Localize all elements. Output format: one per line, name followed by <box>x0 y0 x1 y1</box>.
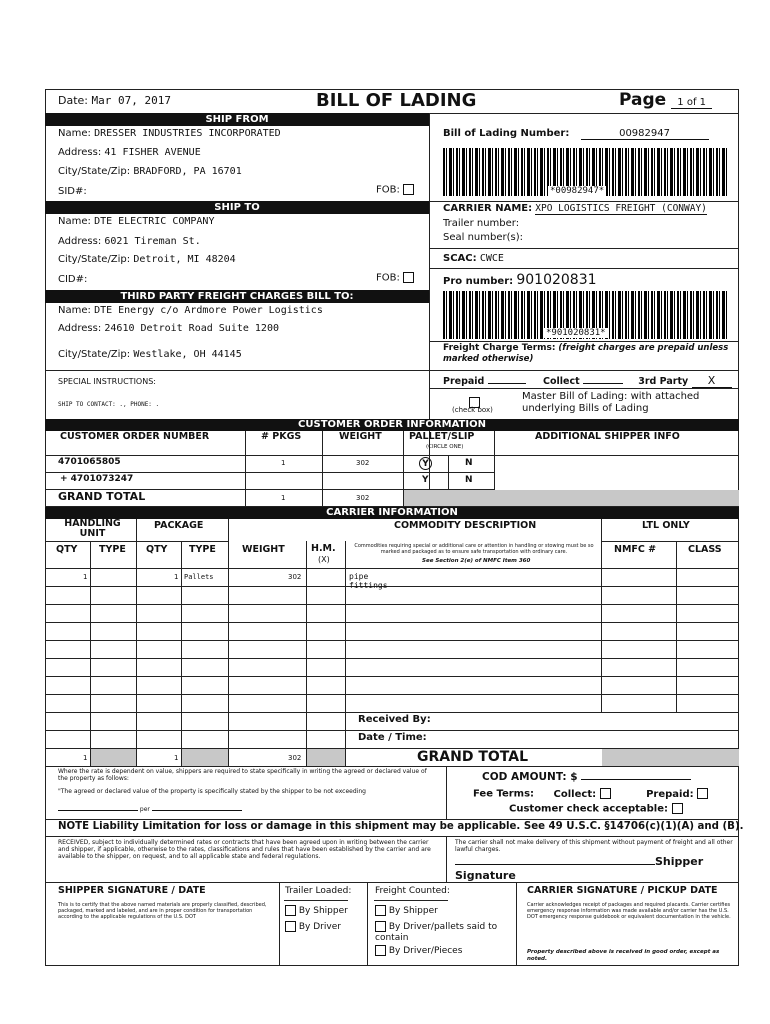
order-grand-total-pkgs: 1 <box>281 494 286 502</box>
fc-by-shipper <box>375 905 438 916</box>
page-label: Page <box>619 90 667 110</box>
commodity-note-2: See Section 2(e) of NMFC Item 360 <box>422 558 531 564</box>
ship-to-heading: SHIP TO <box>45 201 429 214</box>
ship-from-address-value: 41 FISHER AVENUE <box>104 147 201 158</box>
collect-field[interactable] <box>583 383 623 384</box>
trailer-by-shipper-label: By Shipper <box>298 906 348 916</box>
col-weight: WEIGHT <box>339 431 382 442</box>
trailer-number-label: Trailer number: <box>443 218 520 229</box>
grand-shade-pkg-type <box>182 749 228 766</box>
col-pkgs: # PKGS <box>261 431 302 442</box>
ship-to-name-label: Name: <box>58 216 91 227</box>
order-grand-total-weight: 302 <box>356 494 370 502</box>
ship-to-csz <box>58 254 236 265</box>
carrier-name-label: CARRIER NAME: <box>443 203 533 214</box>
trailer-by-driver <box>285 921 341 932</box>
fee-collect-checkbox[interactable] <box>600 788 611 799</box>
fee-prepaid-checkbox[interactable] <box>697 788 708 799</box>
ship-from-heading: SHIP FROM <box>45 113 429 126</box>
hdr-ltl-only: LTL ONLY <box>642 520 690 531</box>
date-time-label: Date / Time: <box>358 732 427 743</box>
fc-by-driver-pieces <box>375 945 462 956</box>
shipper-certify-text: This is to certify that the above named materials are properly classified, described, packaged, marked and labeled, and are in proper condition for transportation according to the applicable regulations of the U.S. DOT <box>58 902 267 920</box>
col-pallet-slip: PALLET/SLIP <box>409 431 475 442</box>
fc-by-driver-pallets <box>375 921 510 944</box>
declared-value-line <box>58 806 242 813</box>
shipper-label: Shipper <box>655 855 704 868</box>
carrier-total-weight: 302 <box>288 754 302 762</box>
third-party-name-label: Name: <box>58 305 91 316</box>
page-title: BILL OF LADING <box>316 90 477 111</box>
customer-order-heading: CUSTOMER ORDER INFORMATION <box>45 419 739 431</box>
ship-to-fob-label: FOB: <box>376 272 400 284</box>
check-box-label: (check box) <box>452 406 493 414</box>
hdr-commodity: COMMODITY DESCRIPTION <box>394 520 537 531</box>
third-party-address-value: 24610 Detroit Road Suite 1200 <box>104 323 279 334</box>
freight-counted-label: Freight Counted: <box>375 886 450 896</box>
order-pallet-y[interactable]: Y <box>422 475 429 485</box>
third-party-csz <box>58 349 242 360</box>
shipper-signature-line <box>455 855 703 868</box>
ship-to-address-value: 6021 Tireman St. <box>104 236 201 247</box>
customer-check-checkbox[interactable] <box>672 803 683 814</box>
hdr-nmfc: NMFC # <box>614 544 657 555</box>
ship-to-name <box>58 216 214 227</box>
page-indicator <box>619 90 712 110</box>
ship-from-fob-label: FOB: <box>376 184 400 196</box>
bol-barcode-text: *00982947* <box>550 186 605 196</box>
property-received-text: Property described above is received in good order, except as noted. <box>527 949 720 962</box>
fc-by-driver-pieces-label: By Driver/Pieces <box>388 946 463 956</box>
carrier-grand-total-label: GRAND TOTAL <box>417 749 528 765</box>
grand-shade-ltl <box>602 749 739 766</box>
carrier-info-heading: CARRIER INFORMATION <box>45 507 739 519</box>
hdr-pkg-type: TYPE <box>189 544 216 555</box>
pro-barcode-text: *901020831* <box>546 328 606 338</box>
shipper-signature-field[interactable] <box>455 864 655 865</box>
carrier-total-hu-qty: 1 <box>83 754 88 762</box>
grand-shade-hu-type <box>91 749 136 766</box>
fee-collect-label: Collect: <box>553 788 597 800</box>
carrier-total-pkg-qty: 1 <box>174 754 179 762</box>
bol-number <box>443 128 709 140</box>
ship-from-sid-label: SID#: <box>58 186 87 197</box>
freight-terms-note: (freight charges are prepaid unless marked otherwise) <box>443 343 729 364</box>
received-by-label: Received By: <box>358 714 431 725</box>
third-party-terms-value[interactable]: X <box>692 374 732 388</box>
order-pallet-n[interactable]: N <box>465 458 473 468</box>
hdr-hm: H.M. <box>311 543 336 554</box>
ship-from-name-value: DRESSER INDUSTRIES INCORPORATED <box>94 128 281 139</box>
ship-from-address-label: Address: <box>58 147 102 158</box>
hdr-hu-type: TYPE <box>99 544 126 555</box>
trailer-loaded-label: Trailer Loaded: <box>285 886 352 896</box>
col-circle-one: (CIRCLE ONE) <box>426 444 464 450</box>
third-party-name <box>58 305 323 316</box>
hdr-handling-unit: HANDLING UNIT <box>64 518 121 539</box>
scac-label: SCAC: <box>443 253 477 264</box>
grand-total-shade <box>404 490 739 506</box>
scac <box>443 253 504 264</box>
rate-note: Where the rate is dependent on value, shippers are required to state specifically in writing the agreed or declared value of the property as follows: <box>58 768 427 782</box>
hdr-weight: WEIGHT <box>242 544 285 555</box>
declared-per-label: per <box>139 806 150 813</box>
received-text: RECEIVED, subject to individually determined rates or contracts that have been agreed upon in writing between the carrier and shipper, if applicable, otherwise to the rates, classifications and rules that have been established by the carrier and are available to the shipper, on request, and to all applicable state and federal regulations. <box>58 839 431 860</box>
declared-per-field[interactable] <box>152 810 242 811</box>
hdr-pkg-qty: QTY <box>146 544 168 555</box>
pro-number-label: Pro number: <box>443 276 514 287</box>
declared-value-field[interactable] <box>58 810 138 811</box>
freight-terms-label: Freight Charge Terms: <box>443 343 556 353</box>
liability-note: NOTE Liability Limitation for loss or damage in this shipment may be applicable. See 49 U.S.C. §14706(c)(1)(A) and (B). <box>58 821 744 832</box>
carrier-name <box>443 203 707 214</box>
bol-number-label: Bill of Lading Number: <box>443 128 570 139</box>
page-value: 1 of 1 <box>671 97 712 109</box>
pro-number <box>443 272 597 288</box>
col-customer-order-number: CUSTOMER ORDER NUMBER <box>60 431 210 442</box>
fc-by-driver-pallets-label: By Driver/pallets said to contain <box>375 922 498 943</box>
third-party-name-value: DTE Energy c/o Ardmore Power Logistics <box>94 305 323 316</box>
carrier-description: pipe fittings <box>349 572 388 590</box>
carrier-name-value: XPO LOGISTICS FREIGHT (CONWAY) <box>535 203 707 214</box>
seal-number-label: Seal number(s): <box>443 232 523 243</box>
ship-from-name <box>58 128 281 139</box>
ship-to-csz-value: Detroit, MI 48204 <box>133 254 236 265</box>
master-bol-label: Master Bill of Lading: with attached underlying Bills of Lading <box>522 391 700 414</box>
order-grand-total-label: GRAND TOTAL <box>58 490 146 503</box>
cod-amount-field[interactable] <box>581 779 691 780</box>
ship-from-csz-label: City/State/Zip: <box>58 166 131 177</box>
ship-from-name-label: Name: <box>58 128 91 139</box>
trailer-by-driver-label: By Driver <box>298 922 341 932</box>
shipper-signature-heading: SHIPPER SIGNATURE / DATE <box>58 885 206 896</box>
carrier-hu-qty: 1 <box>83 573 88 581</box>
cod-amount <box>482 771 691 783</box>
third-party-csz-value: Westlake, OH 44145 <box>133 349 242 360</box>
third-party-csz-label: City/State/Zip: <box>58 349 131 360</box>
special-instructions-label: SPECIAL INSTRUCTIONS: <box>58 377 156 386</box>
customer-check <box>509 803 683 815</box>
bol-number-value: 00982947 <box>581 128 709 140</box>
hdr-class: CLASS <box>688 544 722 555</box>
date <box>58 94 171 107</box>
ship-from-csz <box>58 166 242 177</box>
collect-label: Collect <box>542 376 580 387</box>
cod-amount-label: COD AMOUNT: $ <box>482 771 578 783</box>
carrier-weight: 302 <box>288 573 302 581</box>
hdr-package: PACKAGE <box>154 520 204 531</box>
pro-number-value: 901020831 <box>516 272 597 288</box>
ship-from-address <box>58 147 201 158</box>
fc-by-shipper-checkbox[interactable] <box>375 905 386 916</box>
order-pallet-y[interactable]: Y <box>419 457 432 470</box>
ship-to-name-value: DTE ELECTRIC COMPANY <box>94 216 215 227</box>
order-number: + 4701073247 <box>60 474 134 484</box>
third-party-address <box>58 323 279 334</box>
fee-terms <box>473 788 708 800</box>
trailer-by-shipper-checkbox[interactable] <box>285 905 296 916</box>
fee-terms-label: Fee Terms: <box>473 788 535 800</box>
fee-prepaid-label: Prepaid: <box>646 788 694 800</box>
order-pallet-n[interactable]: N <box>465 475 473 485</box>
customer-check-label: Customer check acceptable: <box>509 803 669 815</box>
ship-from-csz-value: BRADFORD, PA 16701 <box>133 166 242 177</box>
scac-value: CWCE <box>479 253 504 264</box>
grand-shade-hm <box>307 749 345 766</box>
carrier-pkg-qty: 1 <box>174 573 179 581</box>
ship-from-fob-checkbox[interactable] <box>403 184 414 195</box>
terms-row <box>443 374 732 388</box>
fc-by-driver-pieces-checkbox[interactable] <box>375 945 386 956</box>
hdr-hm-x: (X) <box>318 555 330 564</box>
trailer-by-shipper <box>285 905 348 916</box>
special-instructions-text: SHIP TO CONTACT: ., PHONE: . <box>58 401 160 408</box>
order-pkgs: 1 <box>281 459 286 467</box>
ship-to-address <box>58 236 201 247</box>
third-party-heading: THIRD PARTY FREIGHT CHARGES BILL TO: <box>45 290 429 303</box>
carrier-ack-text: Carrier acknowledges receipt of packages and required placards. Carrier certifies emergency response information was made available and/or carrier has the U.S. DOT emergency response guidebook or equivalent documentation in the vehicle. <box>527 902 731 920</box>
carrier-signature-heading: CARRIER SIGNATURE / PICKUP DATE <box>527 885 718 896</box>
order-number: 4701065805 <box>58 457 121 467</box>
carrier-pkg-type: Pallets <box>184 573 214 581</box>
fc-by-shipper-label: By Shipper <box>388 906 438 916</box>
trailer-by-driver-checkbox[interactable] <box>285 921 296 932</box>
signature-label: Signature <box>455 869 516 882</box>
carrier-delivery-text: The carrier shall not make delivery of this shipment without payment of freight and all other lawful charges. <box>455 839 733 853</box>
ship-from-fob <box>376 184 414 196</box>
prepaid-label: Prepaid <box>443 376 485 387</box>
third-party-address-label: Address: <box>58 323 102 334</box>
date-label: Date: <box>58 94 88 107</box>
ship-to-fob-checkbox[interactable] <box>403 272 414 283</box>
ship-to-fob <box>376 272 414 284</box>
declared-value-note: "The agreed or declared value of the property is specifically stated by the shipper to be not exceeding <box>58 788 366 795</box>
ship-to-cid-label: CID#: <box>58 274 88 285</box>
commodity-note: Commodities requiring special or additional care or attention in handling or stowing must be so marked and packaged as to ensure safe transportation with ordinary care. <box>354 543 594 555</box>
ship-to-csz-label: City/State/Zip: <box>58 254 131 265</box>
fc-by-driver-pallets-checkbox[interactable] <box>375 921 386 932</box>
date-value: Mar 07, 2017 <box>91 94 171 107</box>
third-party-terms-label: 3rd Party <box>638 376 689 387</box>
hdr-hu-qty: QTY <box>56 544 78 555</box>
prepaid-field[interactable] <box>488 383 526 384</box>
order-weight: 302 <box>356 459 370 467</box>
col-additional-info: ADDITIONAL SHIPPER INFO <box>535 431 680 442</box>
freight-charge-terms <box>443 343 733 365</box>
ship-to-address-label: Address: <box>58 236 102 247</box>
